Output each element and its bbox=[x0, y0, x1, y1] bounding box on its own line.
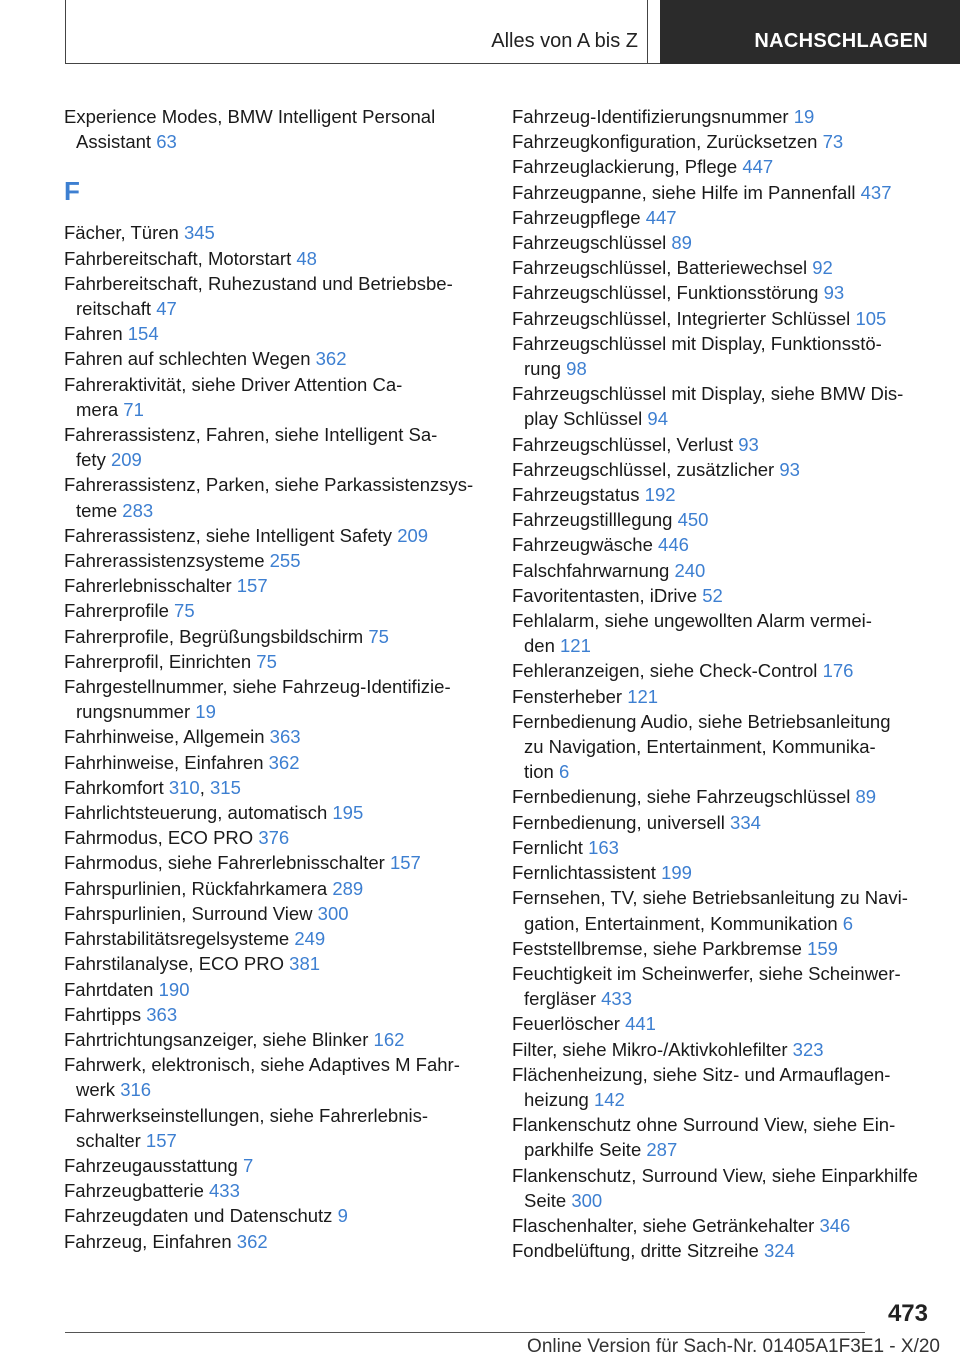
entry-term: Fahrtipps 363 bbox=[64, 1003, 178, 1025]
entry-term: Feststellbremse, siehe Parkbremse 159 bbox=[512, 937, 838, 959]
index-entry bbox=[512, 129, 932, 154]
page-link[interactable]: 199 bbox=[661, 862, 692, 884]
entry-term: Fahrerprofil, Einrichten 75 bbox=[64, 650, 277, 672]
entry-term: Flächenheizung, siehe Sitz- und Armauflagen- bbox=[512, 1063, 891, 1085]
index-entry bbox=[64, 1203, 484, 1228]
entry-term: Fondbelüftung, dritte Sitzreihe 324 bbox=[512, 1240, 795, 1262]
page-link[interactable]: 162 bbox=[373, 1028, 405, 1050]
entry-term: Feuchtigkeit im Scheinwerfer, siehe Scheinwer- bbox=[512, 962, 901, 984]
entry-term: Fahrzeugpflege 447 bbox=[512, 206, 677, 228]
page-link[interactable]: 441 bbox=[625, 1013, 656, 1035]
index-entry bbox=[64, 876, 484, 901]
page-link[interactable]: 71 bbox=[123, 398, 144, 420]
page-link[interactable]: 195 bbox=[332, 802, 364, 824]
index-entry bbox=[512, 961, 932, 1011]
entry-term-continuation: reitschaft 47 bbox=[76, 298, 177, 320]
entry-term: Fahrerassistenz, Fahren, siehe Intelligent Sa- bbox=[64, 424, 438, 446]
page-link[interactable]: 287 bbox=[646, 1139, 678, 1161]
page-link[interactable]: 6 bbox=[842, 912, 854, 934]
entry-term: Fahrzeug, Einfahren 362 bbox=[64, 1230, 268, 1252]
page-link[interactable]: 121 bbox=[627, 685, 659, 707]
index-entry bbox=[512, 558, 932, 583]
entry-term: Fahrzeug-Identifizierungsnummer 19 bbox=[512, 106, 815, 127]
index-entry bbox=[64, 926, 484, 951]
entry-term: Fahrzeugstilllegung 450 bbox=[512, 509, 709, 531]
page-link[interactable]: 240 bbox=[674, 559, 706, 581]
entry-term: Fahrerassistenzsysteme 255 bbox=[64, 550, 301, 572]
entry-term: Fahrspurlinien, Surround View 300 bbox=[64, 902, 349, 924]
index-entry bbox=[512, 532, 932, 557]
entry-term: Fahrbereitschaft, Ruhezustand und Betriebsbe- bbox=[64, 272, 453, 294]
page-link[interactable]: 334 bbox=[730, 811, 761, 833]
page-link[interactable]: 6 bbox=[558, 761, 570, 783]
index-entry bbox=[64, 372, 484, 422]
entry-term: Fahrzeugausstattung 7 bbox=[64, 1154, 254, 1176]
page-link[interactable]: 73 bbox=[822, 131, 844, 153]
page-link[interactable]: 323 bbox=[792, 1038, 824, 1060]
index-entry bbox=[64, 321, 484, 346]
page-link[interactable]: 362 bbox=[236, 1230, 268, 1252]
entry-term: Fahrwerkseinstellungen, siehe Fahrerlebnis- bbox=[64, 1104, 429, 1126]
index-entry bbox=[512, 104, 932, 129]
entry-term: Fahrerprofile, Begrüßungsbildschirm 75 bbox=[64, 625, 389, 647]
page-link[interactable]: 52 bbox=[702, 584, 723, 606]
page-link[interactable]: 315 bbox=[210, 776, 241, 798]
page-link[interactable]: 209 bbox=[397, 524, 429, 546]
index-entry bbox=[64, 246, 484, 271]
entry-term: Fahrmodus, siehe Fahrerlebnisschalter 157 bbox=[64, 852, 421, 874]
page-link[interactable]: 93 bbox=[738, 433, 759, 455]
page-link[interactable]: 157 bbox=[145, 1129, 177, 1151]
entry-term: Flaschenhalter, siehe Getränkehalter 346 bbox=[512, 1214, 851, 1236]
entry-term: Fernlicht 163 bbox=[512, 836, 619, 858]
index-entry bbox=[512, 885, 932, 935]
page-link[interactable]: 437 bbox=[860, 181, 892, 203]
entry-term: Fensterheber 121 bbox=[512, 685, 659, 707]
chapter-label: Alles von A bis Z bbox=[491, 30, 638, 52]
page-link[interactable]: 362 bbox=[268, 751, 300, 773]
page-link[interactable]: 9 bbox=[337, 1205, 348, 1227]
page-link[interactable]: 19 bbox=[793, 106, 815, 127]
index-column-left bbox=[64, 104, 484, 1254]
page-link[interactable]: 89 bbox=[671, 232, 692, 254]
index-entry bbox=[512, 1112, 932, 1162]
letter-heading: F bbox=[64, 176, 80, 207]
entry-term: Fahrzeuglackierung, Pflege 447 bbox=[512, 156, 774, 178]
header-divider-rule bbox=[647, 0, 648, 64]
entry-term: Fahrzeugwäsche 446 bbox=[512, 534, 689, 556]
footer-text: Online Version für Sach-Nr. 01405A1F3E1 - X/20 bbox=[527, 1336, 940, 1357]
entry-term: Falschfahrwarnung 240 bbox=[512, 559, 706, 581]
index-entry bbox=[512, 709, 932, 785]
index-entry bbox=[512, 507, 932, 532]
entry-term: Fahrzeugschlüssel, Integrierter Schlüssel 105 bbox=[512, 307, 887, 329]
index-entry bbox=[64, 800, 484, 825]
entry-term: Fernbedienung, universell 334 bbox=[512, 811, 761, 833]
entry-term: Fahrzeugschlüssel mit Display, siehe BMW Dis- bbox=[512, 383, 904, 405]
entry-term: Fahrerprofile 75 bbox=[64, 600, 195, 622]
index-entry bbox=[64, 1178, 484, 1203]
entry-term: Fehleranzeigen, siehe Check-Control 176 bbox=[512, 660, 854, 682]
index-entry bbox=[64, 548, 484, 573]
page-link[interactable]: 121 bbox=[560, 635, 591, 657]
entry-term: Fahrtdaten 190 bbox=[64, 978, 190, 1000]
header-bottom-rule bbox=[65, 63, 660, 64]
page-link[interactable]: 157 bbox=[389, 852, 421, 874]
entry-term-continuation: teme 283 bbox=[76, 499, 154, 521]
page-link[interactable]: 209 bbox=[110, 449, 142, 471]
index-entry bbox=[512, 583, 932, 608]
entry-term: Flankenschutz, Surround View, siehe Einparkhilfe bbox=[512, 1164, 918, 1186]
index-entry bbox=[512, 255, 932, 280]
index-entry bbox=[64, 1229, 484, 1254]
index-entry bbox=[512, 1062, 932, 1112]
index-entry bbox=[64, 346, 484, 371]
entry-term: Fernbedienung Audio, siehe Betriebsanleitung bbox=[512, 710, 891, 732]
page-link[interactable]: 249 bbox=[294, 928, 326, 950]
index-entry bbox=[64, 624, 484, 649]
entry-term-continuation: mera 71 bbox=[76, 398, 144, 420]
page-link[interactable]: 376 bbox=[258, 827, 290, 849]
page-link[interactable]: 142 bbox=[593, 1088, 625, 1110]
entry-term: Fahrkomfort 310, 315 bbox=[64, 776, 241, 798]
entry-term-continuation: play Schlüssel 94 bbox=[524, 408, 668, 430]
page-link[interactable]: 433 bbox=[601, 988, 632, 1010]
page-link[interactable]: 300 bbox=[317, 902, 349, 924]
index-entry bbox=[512, 608, 932, 658]
page-number: 473 bbox=[887, 1300, 928, 1327]
page-link[interactable]: 324 bbox=[763, 1240, 795, 1262]
page-link[interactable]: 75 bbox=[368, 625, 389, 647]
entry-term: Feuerlöscher 441 bbox=[512, 1013, 656, 1035]
entry-term: Fahren 154 bbox=[64, 323, 159, 345]
index-entry bbox=[64, 649, 484, 674]
entry-term: Fahrerlebnisschalter 157 bbox=[64, 575, 268, 597]
index-entry bbox=[512, 154, 932, 179]
page-link[interactable]: 157 bbox=[236, 575, 268, 597]
entry-term: Fernbedienung, siehe Fahrzeugschlüssel 89 bbox=[512, 786, 877, 808]
page-link[interactable]: 345 bbox=[183, 222, 215, 244]
entry-term: Fahrmodus, ECO PRO 376 bbox=[64, 827, 290, 849]
index-entry bbox=[64, 1153, 484, 1178]
page-link[interactable]: 48 bbox=[296, 247, 317, 269]
index-entry bbox=[512, 432, 932, 457]
index-entry bbox=[512, 810, 932, 835]
entry-term: Fahrzeugschlüssel, Funktionsstörung 93 bbox=[512, 282, 845, 304]
page-link[interactable]: 19 bbox=[195, 701, 216, 723]
index-entry bbox=[64, 1027, 484, 1052]
entry-term: Fahrgestellnummer, siehe Fahrzeug-Identifizie- bbox=[64, 676, 451, 698]
page-link[interactable]: 98 bbox=[566, 358, 587, 380]
entry-term-continuation: Assistant 63 bbox=[76, 131, 177, 153]
page-link[interactable]: 346 bbox=[819, 1214, 851, 1236]
entry-term-continuation: den 121 bbox=[524, 635, 591, 657]
index-entry bbox=[512, 381, 932, 431]
page-link[interactable]: 105 bbox=[855, 307, 887, 329]
entry-term-continuation: fety 209 bbox=[76, 449, 142, 471]
index-entry bbox=[64, 220, 484, 245]
entry-term: Fahrzeugschlüssel, Verlust 93 bbox=[512, 433, 759, 455]
page-link[interactable]: 93 bbox=[779, 458, 800, 480]
index-entry bbox=[512, 1011, 932, 1036]
index-entry bbox=[64, 1052, 484, 1102]
entry-term-continuation: parkhilfe Seite 287 bbox=[524, 1139, 678, 1161]
entry-term: Fahrzeugkonfiguration, Zurücksetzen 73 bbox=[512, 131, 844, 153]
index-entry bbox=[512, 860, 932, 885]
entry-term: Fahrhinweise, Allgemein 363 bbox=[64, 726, 301, 748]
entry-term: Fahrzeugschlüssel, zusätzlicher 93 bbox=[512, 458, 800, 480]
index-entry bbox=[512, 180, 932, 205]
index-entry bbox=[512, 306, 932, 331]
entry-term: Filter, siehe Mikro-/Aktivkohlefilter 323 bbox=[512, 1038, 824, 1060]
entry-term: Fahrzeugpanne, siehe Hilfe im Pannenfall 437 bbox=[512, 181, 892, 203]
index-entry bbox=[64, 901, 484, 926]
page-link[interactable]: 362 bbox=[315, 348, 347, 370]
index-entry bbox=[512, 1238, 932, 1263]
page-link[interactable]: 300 bbox=[571, 1189, 603, 1211]
index-entries-f-continued bbox=[512, 104, 932, 1263]
entry-term-continuation: gation, Entertainment, Kommunikation 6 bbox=[524, 912, 854, 934]
index-entry bbox=[512, 936, 932, 961]
index-entry bbox=[64, 573, 484, 598]
index-entry bbox=[512, 280, 932, 305]
entry-term-continuation: tion 6 bbox=[524, 761, 570, 783]
page-link[interactable]: 381 bbox=[289, 953, 321, 975]
page-link[interactable]: 89 bbox=[855, 786, 877, 808]
entry-term: Experience Modes, BMW Intelligent Personal bbox=[64, 106, 436, 127]
index-entry bbox=[512, 457, 932, 482]
entry-term-continuation: zu Navigation, Entertainment, Kommunika- bbox=[524, 736, 876, 758]
index-entry bbox=[512, 482, 932, 507]
page-link[interactable]: 154 bbox=[127, 323, 159, 345]
page-link[interactable]: 310 bbox=[168, 776, 200, 798]
header-left-rule bbox=[65, 0, 66, 64]
page-link[interactable]: 447 bbox=[645, 206, 677, 228]
index-entry bbox=[512, 784, 932, 809]
index-entry bbox=[64, 750, 484, 775]
page-link[interactable]: 63 bbox=[156, 131, 177, 153]
page-link[interactable]: 255 bbox=[269, 550, 301, 572]
index-entry bbox=[512, 1213, 932, 1238]
entry-term: Fahrerassistenz, Parken, siehe Parkassistenzsys- bbox=[64, 474, 474, 496]
index-entry bbox=[64, 422, 484, 472]
page-link[interactable]: 447 bbox=[742, 156, 774, 178]
entry-term: Fahrlichtsteuerung, automatisch 195 bbox=[64, 802, 364, 824]
index-entry bbox=[64, 674, 484, 724]
entry-term: Fahrzeugbatterie 433 bbox=[64, 1180, 240, 1202]
index-entry bbox=[64, 1002, 484, 1027]
page-link[interactable]: 192 bbox=[644, 484, 676, 506]
index-entry bbox=[64, 523, 484, 548]
index-entry bbox=[64, 775, 484, 800]
index-entry bbox=[512, 835, 932, 860]
index-entry bbox=[512, 331, 932, 381]
page-link[interactable]: 316 bbox=[120, 1079, 152, 1101]
page-link[interactable]: 289 bbox=[332, 877, 364, 899]
page-link[interactable]: 363 bbox=[146, 1003, 178, 1025]
entry-term: Fahrzeugstatus 192 bbox=[512, 484, 676, 506]
entry-term: Fahrerassistenz, siehe Intelligent Safety 209 bbox=[64, 524, 429, 546]
entry-term: Fahren auf schlechten Wegen 362 bbox=[64, 348, 347, 370]
index-entry bbox=[64, 104, 484, 154]
entry-term-continuation: rungsnummer 19 bbox=[76, 701, 216, 723]
page-link[interactable]: 75 bbox=[256, 650, 277, 672]
entry-term: Fahrtrichtungsanzeiger, siehe Blinker 162 bbox=[64, 1028, 405, 1050]
index-entry bbox=[512, 1037, 932, 1062]
entry-term-continuation: rung 98 bbox=[524, 358, 587, 380]
entry-term-continuation: schalter 157 bbox=[76, 1129, 177, 1151]
entry-term-continuation: fergläser 433 bbox=[524, 988, 632, 1010]
page-link[interactable]: 75 bbox=[174, 600, 195, 622]
entry-term: Fahrspurlinien, Rückfahrkamera 289 bbox=[64, 877, 364, 899]
page-link[interactable]: 190 bbox=[158, 978, 190, 1000]
entry-term: Fahrhinweise, Einfahren 362 bbox=[64, 751, 300, 773]
entry-term: Fehlalarm, siehe ungewollten Alarm vermei- bbox=[512, 610, 872, 632]
entry-term: Fahrzeugdaten und Datenschutz 9 bbox=[64, 1205, 348, 1227]
index-entry bbox=[512, 684, 932, 709]
entry-term: Fernlichtassistent 199 bbox=[512, 862, 692, 884]
section-tab bbox=[660, 0, 960, 64]
page-link[interactable]: 363 bbox=[269, 726, 301, 748]
entry-term: Fahrzeugschlüssel 89 bbox=[512, 232, 692, 254]
entry-term: Favoritentasten, iDrive 52 bbox=[512, 584, 723, 606]
index-entry bbox=[64, 977, 484, 1002]
page-link[interactable]: 47 bbox=[156, 298, 177, 320]
entry-term: Fahrstilanalyse, ECO PRO 381 bbox=[64, 953, 321, 975]
entry-term: Flankenschutz ohne Surround View, siehe Ein- bbox=[512, 1114, 896, 1136]
entry-term: Fächer, Türen 345 bbox=[64, 222, 215, 244]
entry-term: Fahrzeugschlüssel, Batteriewechsel 92 bbox=[512, 257, 833, 279]
index-column-right bbox=[512, 104, 932, 1263]
page-link[interactable]: 446 bbox=[658, 534, 689, 556]
index-entry bbox=[512, 230, 932, 255]
section-label: NACHSCHLAGEN bbox=[754, 30, 928, 52]
page-link[interactable]: 7 bbox=[242, 1154, 254, 1176]
page-link[interactable]: 163 bbox=[588, 836, 619, 858]
footer-rule bbox=[65, 1332, 865, 1333]
page-link[interactable]: 450 bbox=[677, 509, 709, 531]
index-entry bbox=[64, 825, 484, 850]
index-entry bbox=[64, 1103, 484, 1153]
index-entry bbox=[512, 1163, 932, 1213]
page-link[interactable]: 433 bbox=[209, 1180, 240, 1202]
page-link[interactable]: 159 bbox=[807, 937, 838, 959]
entry-term: Fahrzeugschlüssel mit Display, Funktionsstö- bbox=[512, 332, 882, 354]
entry-term: Fahrwerk, elektronisch, siehe Adaptives M Fahr- bbox=[64, 1054, 460, 1076]
index-entry bbox=[64, 850, 484, 875]
index-entries-f bbox=[64, 220, 484, 1253]
entry-term: Fahreraktivität, siehe Driver Attention Ca- bbox=[64, 373, 403, 395]
entry-term: Fernsehen, TV, siehe Betriebsanleitung zu Navi- bbox=[512, 887, 908, 909]
page-link[interactable]: 283 bbox=[122, 499, 154, 521]
page-link[interactable]: 92 bbox=[812, 257, 833, 279]
page-link[interactable]: 94 bbox=[647, 408, 668, 430]
page-link[interactable]: 176 bbox=[822, 660, 854, 682]
index-entries-e bbox=[64, 104, 484, 154]
index-entry bbox=[64, 598, 484, 623]
index-entry bbox=[512, 658, 932, 683]
entry-term-continuation: heizung 142 bbox=[524, 1088, 625, 1110]
index-entry bbox=[64, 724, 484, 749]
entry-term: Fahrstabilitätsregelsysteme 249 bbox=[64, 928, 326, 950]
index-entry bbox=[64, 472, 484, 522]
index-entry bbox=[64, 951, 484, 976]
index-entry bbox=[512, 205, 932, 230]
entry-term: Fahrbereitschaft, Motorstart 48 bbox=[64, 247, 317, 269]
entry-term-continuation: werk 316 bbox=[76, 1079, 152, 1101]
entry-term-continuation: Seite 300 bbox=[524, 1189, 603, 1211]
page-link[interactable]: 93 bbox=[823, 282, 845, 304]
index-entry bbox=[64, 271, 484, 321]
